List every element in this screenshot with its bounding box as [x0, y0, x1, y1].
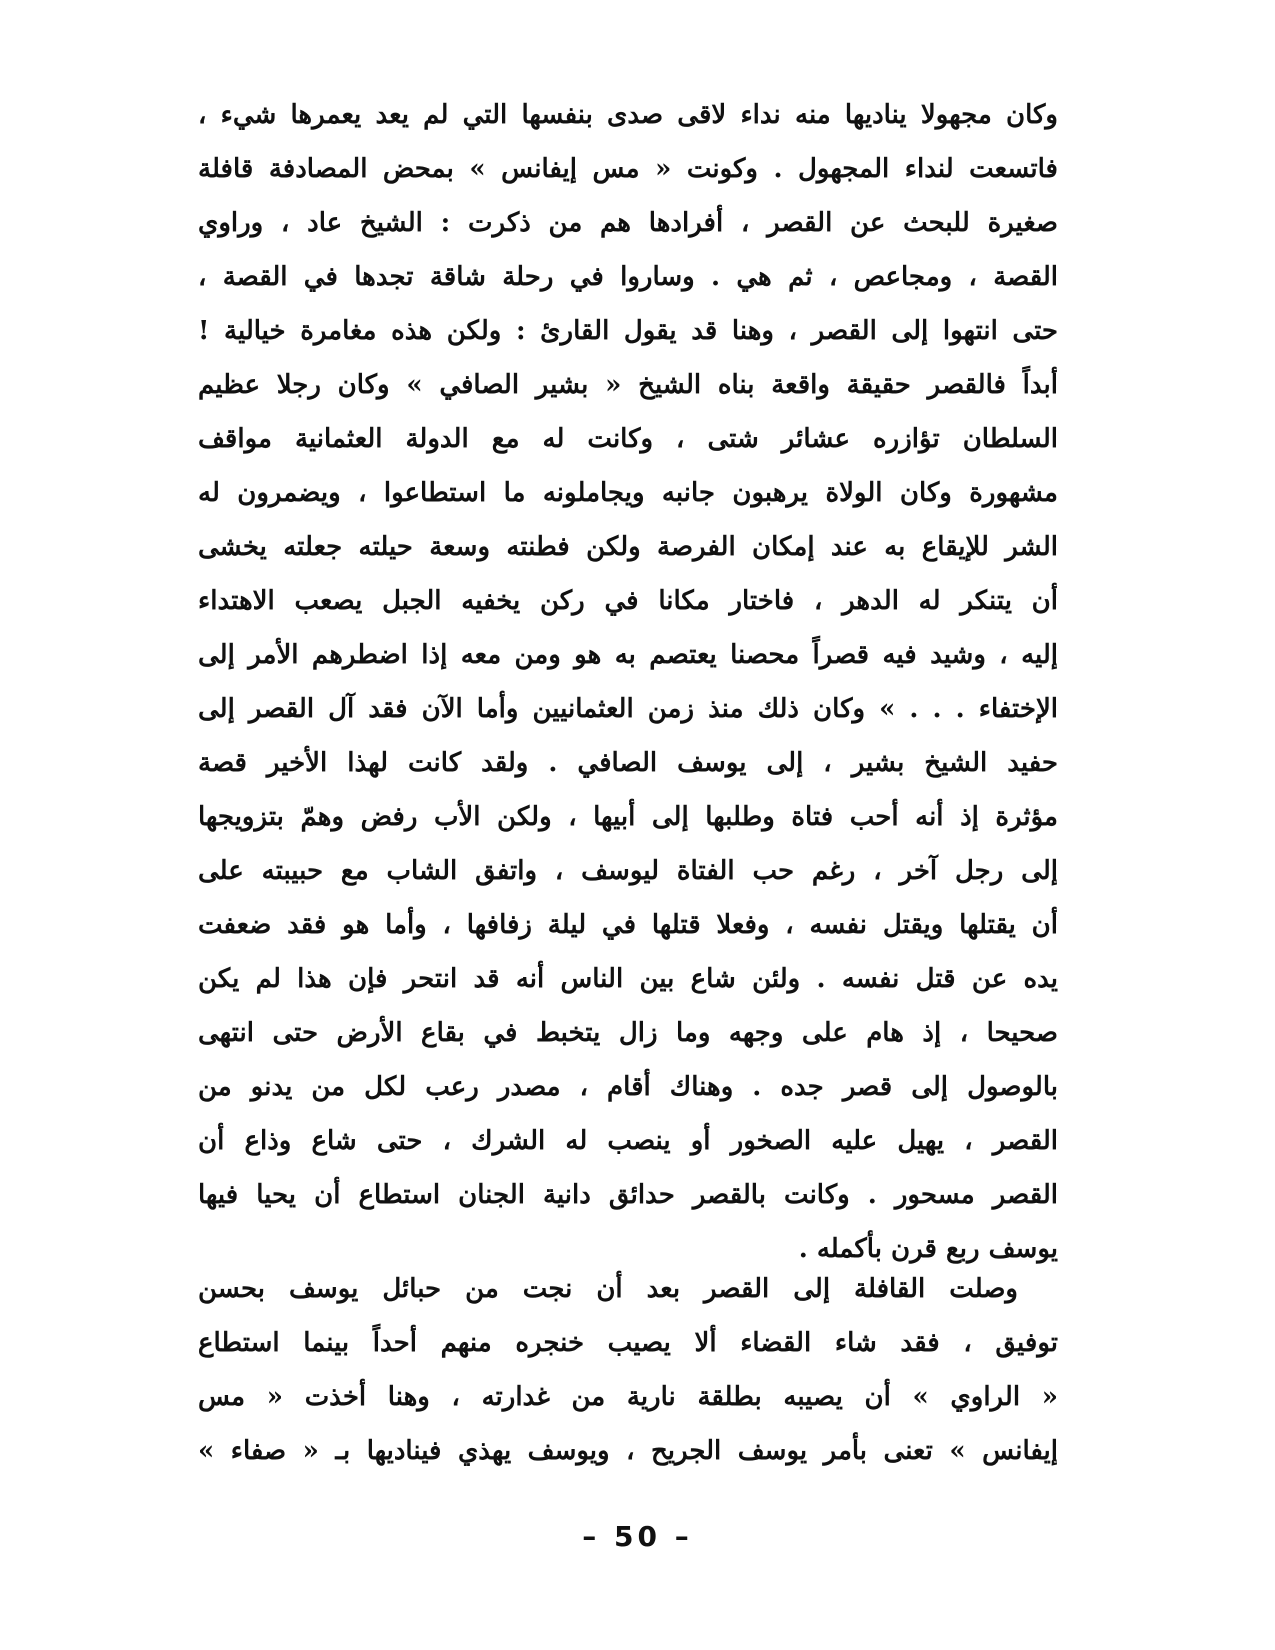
- text-line: القصر ، يهيل عليه الصخور أو ينصب له الشرك ، حتى شاع وذاع أن: [198, 1126, 1058, 1156]
- text-line: أن يقتلها ويقتل نفسه ، وفعلا قتلها في ليلة زفافها ، وأما هو فقد ضعفت: [198, 910, 1058, 940]
- text-line: إليه ، وشيد فيه قصراً محصنا يعتصم به هو ومن معه إذا اضطرهم الأمر إلى: [198, 640, 1058, 670]
- text-line: القصر مسحور . وكانت بالقصر حدائق دانية الجنان استطاع أن يحيا فيها: [198, 1180, 1058, 1210]
- text-line: القصة ، ومجاعص ، ثم هي . وساروا في رحلة شاقة تجدها في القصة ،: [198, 262, 1058, 292]
- text-line: إيفانس » تعنى بأمر يوسف الجريح ، ويوسف يهذي فيناديها بـ « صفاء »: [198, 1436, 1058, 1466]
- page-number: – 50 –: [582, 1520, 693, 1553]
- text-line: إلى رجل آخر ، رغم حب الفتاة ليوسف ، واتفق الشاب مع حبيبته على: [198, 856, 1058, 886]
- paragraph-1: [198, 88, 1058, 1276]
- text-line: « الراوي » أن يصيبه بطلقة نارية من غدارته ، وهنا أخذت « مس: [198, 1382, 1058, 1412]
- text-line: مشهورة وكان الولاة يرهبون جانبه ويجاملونه ما استطاعوا ، ويضمرون له: [198, 478, 1058, 508]
- text-line: الإختفاء . . . » وكان ذلك منذ زمن العثمانيين وأما الآن فقد آل القصر إلى: [198, 694, 1058, 724]
- text-line: أن يتنكر له الدهر ، فاختار مكانا في ركن يخفيه الجبل يصعب الاهتداء: [198, 586, 1058, 616]
- text-line: يده عن قتل نفسه . ولئن شاع بين الناس أنه قد انتحر فإن هذا لم يكن: [198, 964, 1058, 994]
- text-line: وكان مجهولا يناديها منه نداء لاقى صدى بنفسها التي لم يعد يعمرها شيء ،: [198, 100, 1058, 130]
- text-line: الشر للإيقاع به عند إمكان الفرصة ولكن فطنته وسعة حيلته جعلته يخشى: [198, 532, 1058, 562]
- text-line: فاتسعت لنداء المجهول . وكونت « مس إيفانس » بمحض المصادفة قافلة: [198, 154, 1058, 184]
- text-line: وصلت القافلة إلى القصر بعد أن نجت من حبائل يوسف بحسن: [198, 1274, 1018, 1304]
- text-line: حتى انتهوا إلى القصر ، وهنا قد يقول القارئ : ولكن هذه مغامرة خيالية !: [198, 316, 1058, 346]
- text-line: صحيحا ، إذ هام على وجهه وما زال يتخبط في بقاع الأرض حتى انتهى: [198, 1018, 1058, 1048]
- text-line: حفيد الشيخ بشير ، إلى يوسف الصافي . ولقد كانت لهذا الأخير قصة: [198, 748, 1058, 778]
- text-line: مؤثرة إذ أنه أحب فتاة وطلبها إلى أبيها ، ولكن الأب رفض وهمّ بتزويجها: [198, 802, 1058, 832]
- text-line: بالوصول إلى قصر جده . وهناك أقام ، مصدر رعب لكل من يدنو من: [198, 1072, 1058, 1102]
- text-line: أبداً فالقصر حقيقة واقعة بناه الشيخ « بشير الصافي » وكان رجلا عظيم: [198, 370, 1058, 400]
- text-line: توفيق ، فقد شاء القضاء ألا يصيب خنجره منهم أحداً بينما استطاع: [198, 1328, 1058, 1358]
- text-line: صغيرة للبحث عن القصر ، أفرادها هم من ذكرت : الشيخ عاد ، وراوي: [198, 208, 1058, 238]
- paragraph-2: [198, 1262, 1058, 1478]
- text-line: يوسف ربع قرن بأكمله .: [798, 1234, 1058, 1264]
- text-line: السلطان تؤازره عشائر شتى ، وكانت له مع الدولة العثمانية مواقف: [198, 424, 1058, 454]
